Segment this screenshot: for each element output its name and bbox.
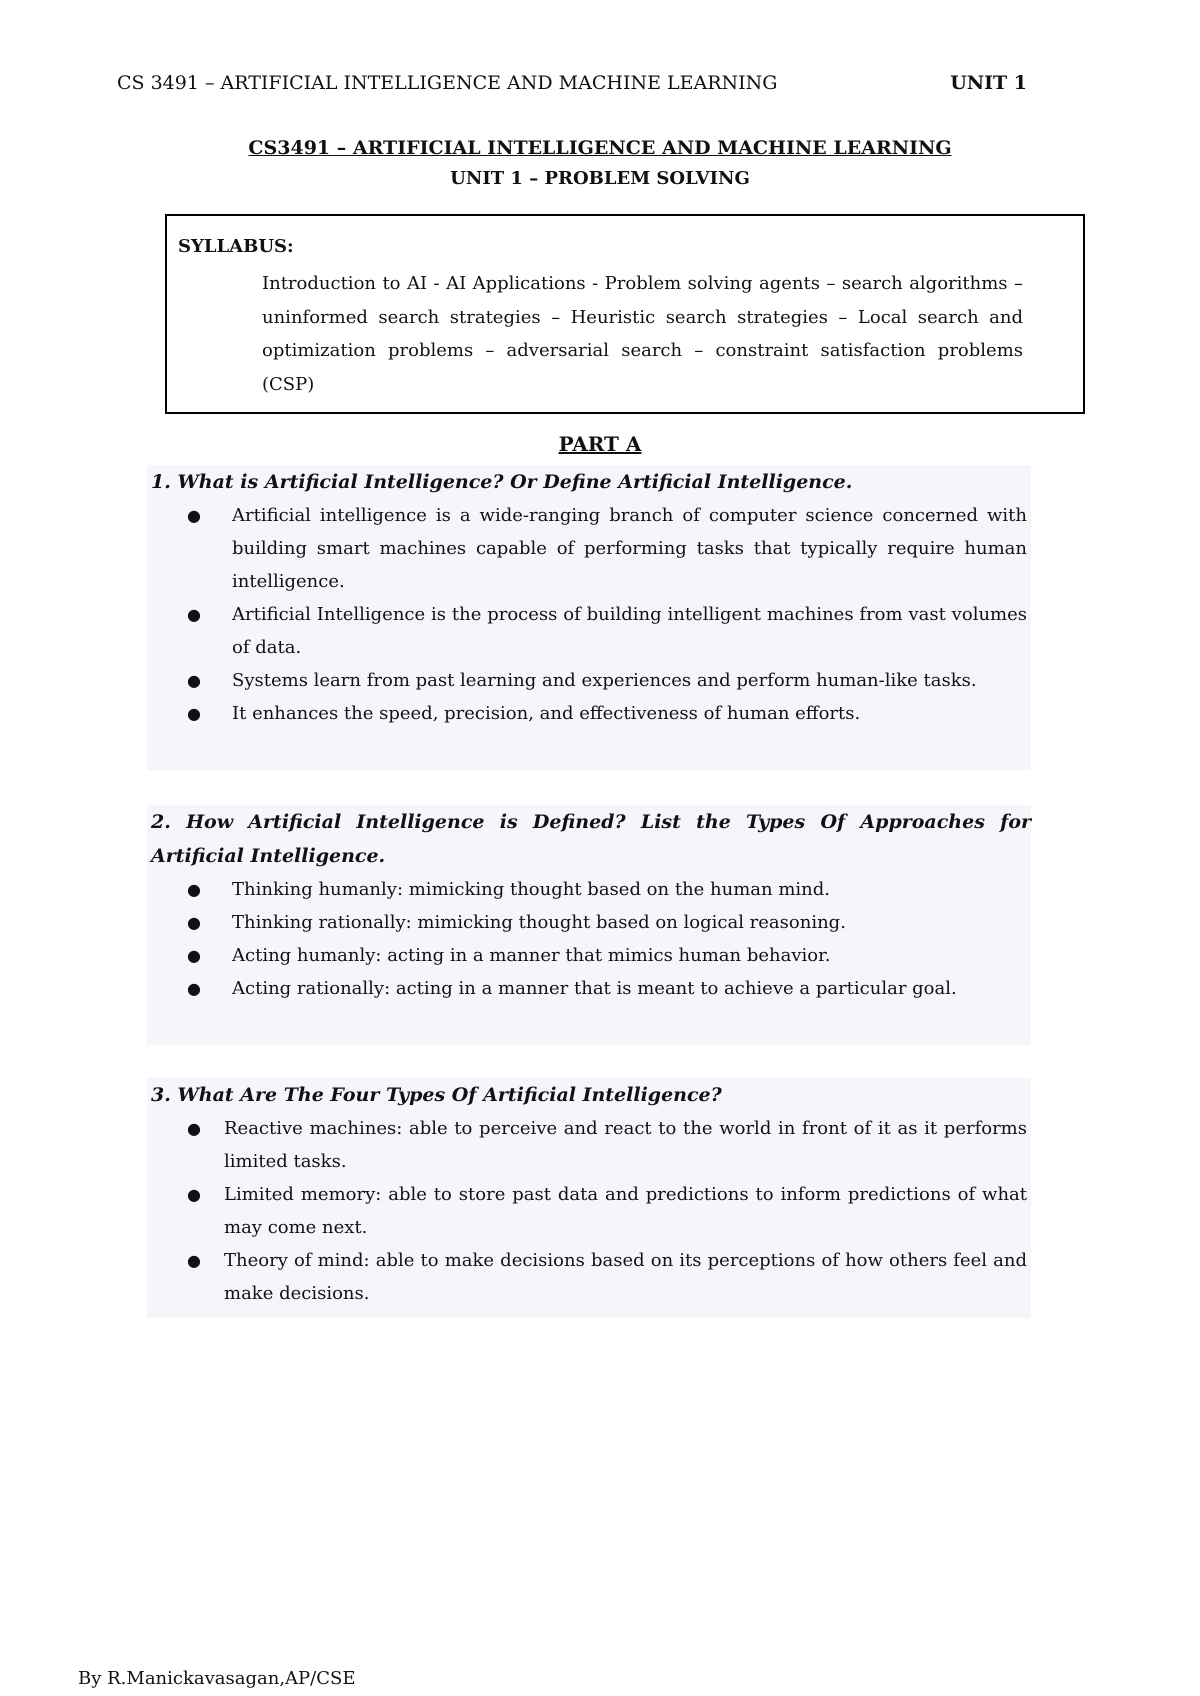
list-item [147,499,1031,598]
syllabus-heading: SYLLABUS: [178,236,294,257]
syllabus-box [165,214,1085,414]
question-block-2 [147,805,1031,1045]
answer-text: Theory of mind: able to make decisions based on its perceptions of how others feel and make decisions. [224,1250,1027,1304]
list-item [147,873,1031,906]
answer-text: Systems learn from past learning and experiences and perform human-like tasks. [232,670,977,691]
answer-list-1 [147,499,1031,730]
bullet-icon: ● [187,1185,201,1204]
bullet-icon: ● [187,913,201,932]
question-block-3 [147,1078,1031,1318]
bullet-icon: ● [187,880,201,899]
bullet-icon: ● [187,1119,201,1138]
list-item [147,906,1031,939]
bullet-icon: ● [187,946,201,965]
header-unit: UNIT 1 [950,72,1027,94]
answer-text: Thinking humanly: mimicking thought based on the human mind. [232,879,830,900]
answer-text: Artificial intelligence is a wide-ranging branch of computer science concerned with building smart machines capable of performing tasks that typically require human intelligence. [232,505,1027,592]
answer-list-3 [147,1112,1031,1310]
list-item [147,598,1031,664]
course-title: CS3491 – ARTIFICIAL INTELLIGENCE AND MACHINE LEARNING [248,137,952,159]
list-item [147,972,1031,1005]
bullet-icon: ● [187,671,201,690]
list-item [147,939,1031,972]
bullet-icon: ● [187,979,201,998]
header-course: CS 3491 – ARTIFICIAL INTELLIGENCE AND MACHINE LEARNING [117,72,778,94]
list-item [147,1112,1031,1178]
answer-text: Thinking rationally: mimicking thought based on logical reasoning. [232,912,846,933]
bullet-icon: ● [187,1251,201,1270]
list-item [147,1178,1031,1244]
list-item [147,697,1031,730]
question-1: 1. What is Artificial Intelligence? Or Define Artificial Intelligence. [151,471,853,493]
answer-list-2 [147,873,1031,1005]
part-a-heading: PART A [558,432,642,456]
answer-text: It enhances the speed, precision, and effectiveness of human efforts. [232,703,861,724]
bullet-icon: ● [187,605,201,624]
answer-text: Acting rationally: acting in a manner that is meant to achieve a particular goal. [232,978,957,999]
answer-text: Limited memory: able to store past data and predictions to inform predictions of what may come next. [224,1184,1027,1238]
answer-text: Acting humanly: acting in a manner that mimics human behavior. [232,945,831,966]
bullet-icon: ● [187,506,201,525]
page-header [117,72,1027,94]
syllabus-text: Introduction to AI - AI Applications - Problem solving agents – search algorithms – uninformed search strategies – Heuristic search strategies – Local search and optimization problems – adversarial search – constraint satisfaction problems (CSP) [262,273,1023,395]
list-item [147,664,1031,697]
page-footer: By R.Manickavasagan,AP/CSE [78,1668,356,1689]
bullet-icon: ● [187,704,201,723]
question-block-1 [147,465,1031,770]
answer-text: Artificial Intelligence is the process of building intelligent machines from vast volumes of data. [232,604,1027,658]
answer-text: Reactive machines: able to perceive and react to the world in front of it as it performs limited tasks. [224,1118,1027,1172]
question-2: 2. How Artificial Intelligence is Defined? List the Types Of Approaches for Artificial Intelligence. [151,811,1031,867]
document-title [0,137,1200,189]
list-item [147,1244,1031,1310]
unit-title: UNIT 1 – PROBLEM SOLVING [450,168,750,189]
question-3: 3. What Are The Four Types Of Artificial Intelligence? [151,1084,722,1106]
